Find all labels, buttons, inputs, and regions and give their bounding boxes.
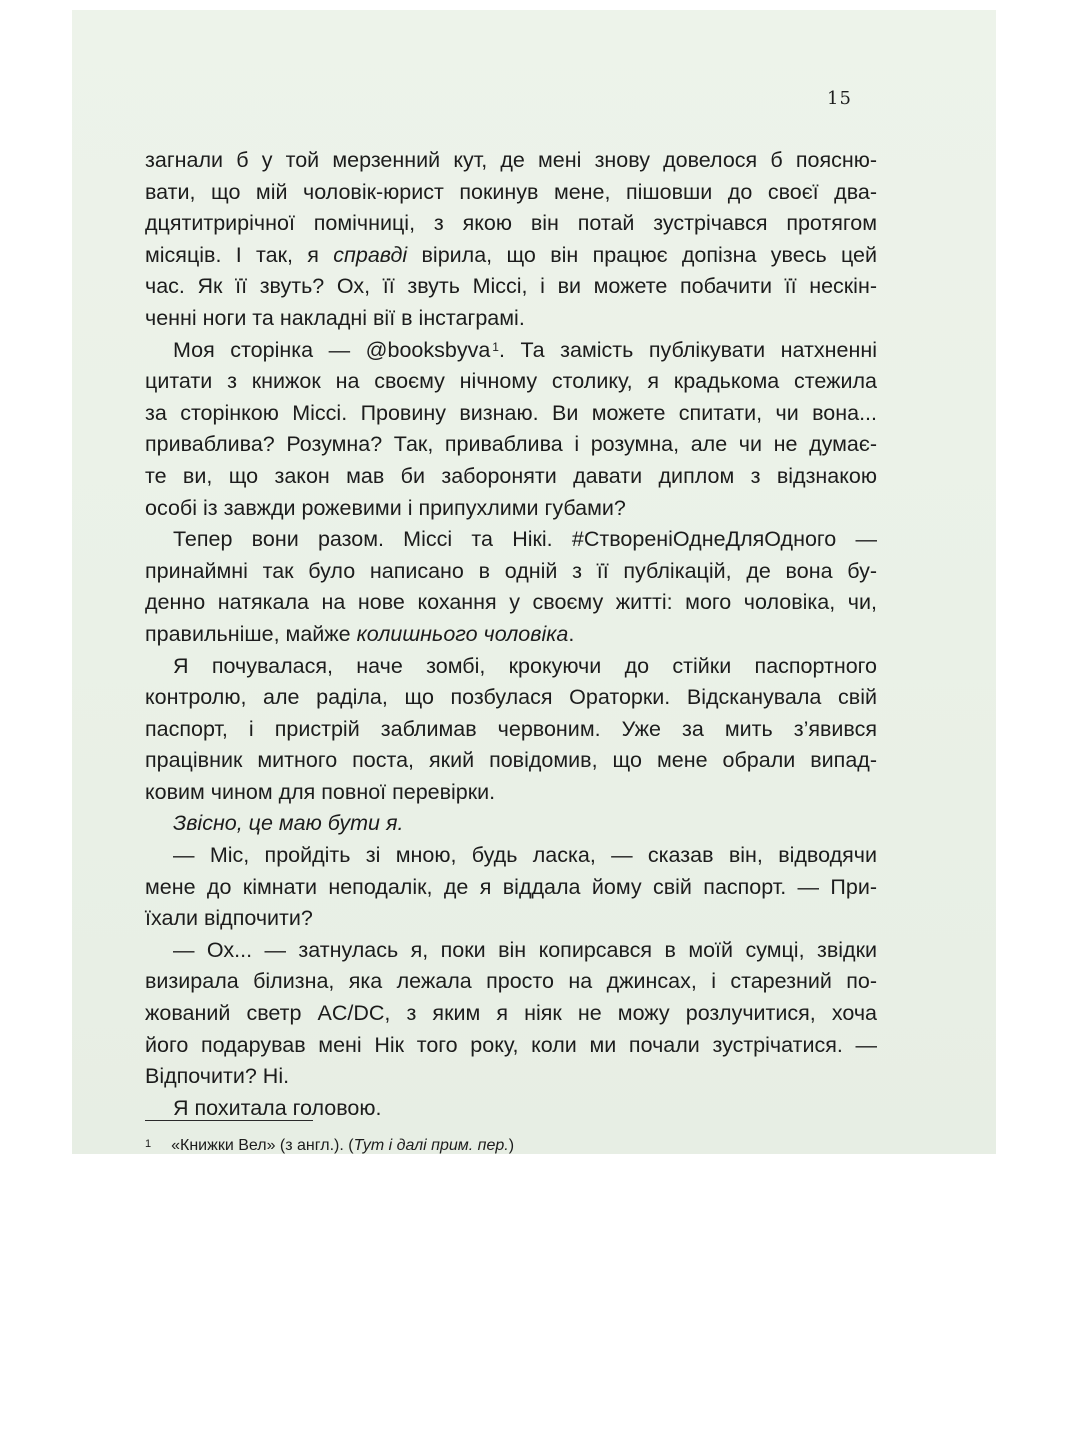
page-number: 15 [827, 88, 852, 109]
text-line: час. Як її звуть? Ох, її звуть Міссі, і ви можете побачити її нескін- [145, 274, 877, 299]
body-text [145, 145, 877, 1124]
text-line: контролю, але раділа, що позбулася Ораторки. Відсканувала свій [145, 685, 877, 710]
text-run: . [568, 621, 575, 646]
paragraph-2 [145, 335, 877, 525]
text-line: — Міс, пройдіть зі мною, будь ласка, — сказав він, відводячи [173, 843, 877, 868]
footnote-italic-text: Тут і далі прим. пер. [353, 1137, 509, 1154]
text-line: — Ох... — затнулась я, поки він копирсався в моїй сумці, звідки [173, 937, 877, 962]
text-line: їхали відпочити? [145, 906, 313, 931]
text-line: жований светр AC/DC, з яким я ніяк не можу розлучитися, хоча [145, 1001, 877, 1026]
text-line: його подарував мені Нік того року, коли ми почали зустрічатися. — [145, 1032, 877, 1057]
text-run: місяців. І так, я [145, 242, 334, 267]
text-run: Моя сторінка — @booksbyva [173, 337, 491, 362]
italic-thought: Звісно, це маю бути я. [173, 811, 404, 836]
text-line: працівник митного поста, який повідомив, що мене обрали випад- [145, 748, 877, 773]
paragraph-6 [145, 840, 877, 935]
footnote-text-close: ) [508, 1137, 515, 1154]
paragraph-1 [145, 145, 877, 335]
text-line [145, 240, 877, 272]
footnote-divider [145, 1120, 313, 1121]
text-run: правильніше, майже [145, 621, 357, 646]
text-line: ковим чином для повної перевірки. [145, 779, 496, 804]
scanned-page [72, 10, 996, 1154]
text-line: особі із завжди рожевими і припухлими губами? [145, 495, 626, 520]
text-run: . Та замість публікувати натхненні [498, 337, 877, 362]
text-line: ченні ноги та накладні вії в інстаграмі. [145, 305, 525, 330]
text-line: дцятитрирічної помічниці, з якою він потай зустрічався протягом [145, 211, 877, 236]
text-line: загнали б у той мерзенний кут, де мені знову довелося б поясню- [145, 148, 877, 172]
text-line [145, 335, 877, 367]
text-line: мене до кімнати неподалік, де я віддала йому свій паспорт. — При- [145, 874, 877, 899]
text-run: вірила, що він працює допізна увесь цей [407, 242, 878, 267]
text-line: денно натякала на нове кохання у своєму житті: мого чоловіка, чи, [145, 590, 877, 615]
text-line [145, 619, 877, 651]
emphasis-text: справді [333, 242, 408, 267]
text-line: визирала білизна, яка лежала просто на джинсах, і старезний по- [145, 969, 877, 994]
paragraph-7 [145, 935, 877, 1093]
text-line: цитати з книжок на своєму нічному столику, я крадькома стежила [145, 369, 877, 394]
text-line: за сторінкою Міссі. Провину визнаю. Ви можете спитати, чи вона... [145, 400, 877, 425]
footnote-reference: 1 [492, 339, 499, 354]
text-line: Я похитала головою. [173, 1095, 382, 1120]
emphasis-text: колишнього чоловіка [356, 621, 569, 646]
text-line: вати, що мій чоловік-юрист покинув мене, пішовши до своєї два- [145, 179, 877, 204]
text-line: Відпочити? Ні. [145, 1064, 290, 1089]
text-line: Тепер вони разом. Міссі та Нікі. #СтворенiОднеДляОдного — [173, 527, 877, 552]
paragraph-4 [145, 651, 877, 809]
text-line: Я почувалася, наче зомбі, крокуючи до стійки паспортного [173, 653, 877, 678]
text-line: принаймні так було написано в одній з її публікацій, де вона бу- [145, 558, 877, 583]
text-line: те ви, що закон мав би забороняти давати диплом з відзнакою [145, 463, 877, 488]
text-line: паспорт, і пристрій заблимав червоним. Уже за мить з’явився [145, 716, 877, 741]
footnote [145, 1136, 865, 1154]
text-line: приваблива? Розумна? Так, приваблива і розумна, але чи не думає- [145, 432, 877, 457]
footnote-mark: 1 [145, 1138, 152, 1150]
paragraph-5 [145, 808, 877, 840]
footnote-text: «Книжки Вел» (з англ.). ( [171, 1137, 354, 1154]
paragraph-3 [145, 524, 877, 650]
